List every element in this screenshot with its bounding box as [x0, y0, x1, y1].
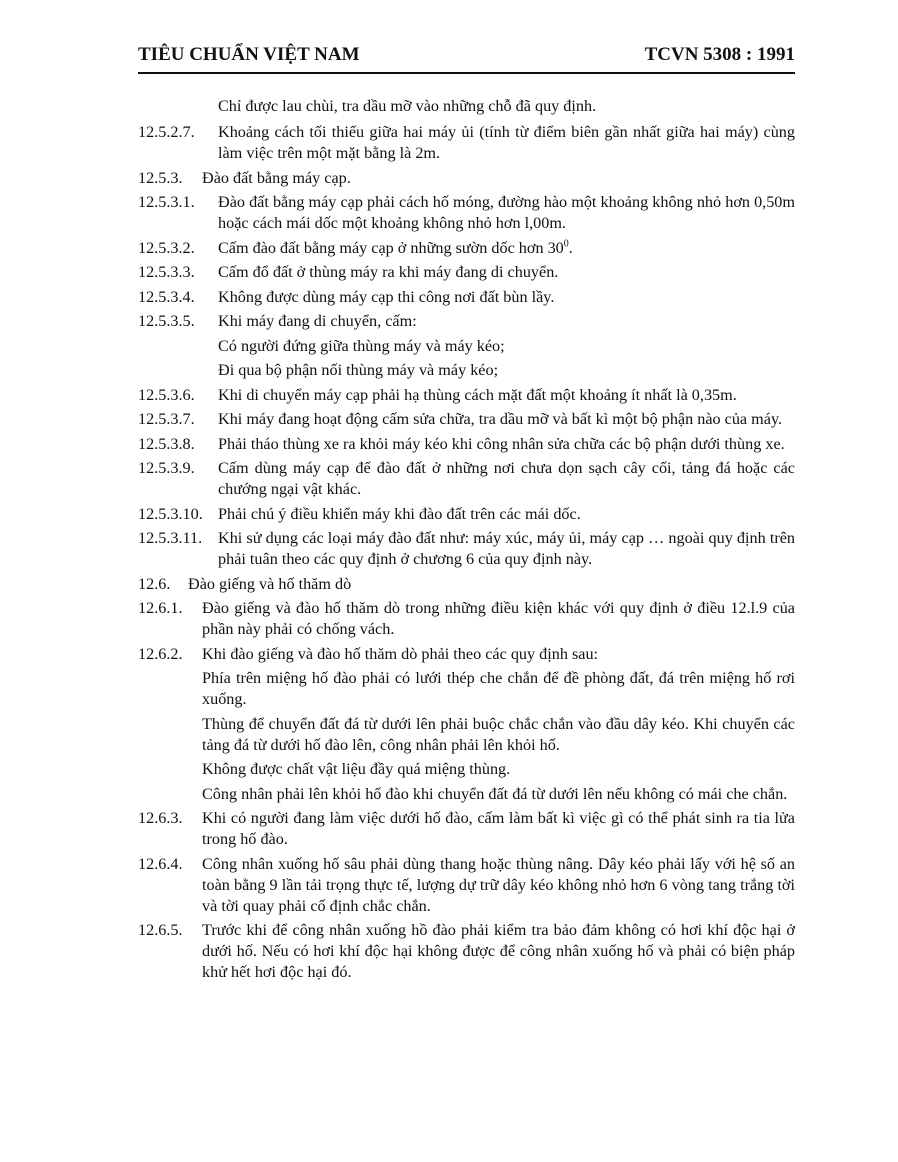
clause-12-5-3-4 — [138, 287, 795, 308]
clause-12-5-3-10 — [138, 504, 795, 525]
clause-12-5-2-7 — [138, 122, 795, 164]
clause-number: 12.6.4. — [138, 854, 183, 873]
clause-12-6 — [138, 574, 795, 595]
clause-number: 12.5.3.7. — [138, 410, 195, 428]
clause-number: 12.5.3.10. — [138, 504, 203, 523]
clause-number: 12.5.3.9. — [138, 459, 195, 477]
clause-text: Đào đất bằng máy cạp. — [202, 168, 351, 187]
clause-text: Khi sử dụng các loại máy đào đất như: máy xúc, máy ủi, máy cạp … ngoài quy định trên phải tuân theo các quy định ở chương 6 của quy định này. — [218, 529, 795, 568]
continuation-line: Chỉ được lau chùi, tra dầu mỡ vào những chỗ đã quy định. — [218, 97, 597, 115]
clause-number: 12.5.3.5. — [138, 312, 195, 330]
clause-text: Khi máy đang hoạt động cấm sửa chữa, tra dầu mỡ và bất kì một bộ phận nào của máy. — [218, 410, 783, 428]
clause-text: Đào đất bằng máy cạp phải cách hố móng, đường hào một khoảng không nhỏ hơn 0,50m hoặc cách mái dốc một khoảng không nhỏ hơn l,00m. — [218, 193, 795, 232]
clause-12-5-3 — [138, 168, 795, 189]
clause-text: Cấm dùng máy cạp để đào đất ở những nơi chưa dọn sạch cây cối, tảng đá hoặc các chướng ngại vật khác. — [218, 459, 795, 498]
clause-text: Cấm đổ đất ở thùng máy ra khi máy đang di chuyển. — [218, 263, 559, 281]
clause-12-5-3-5 — [138, 311, 795, 332]
clause-12-6-4 — [138, 854, 795, 917]
clause-12-6-3 — [138, 808, 795, 850]
page-header — [138, 44, 795, 66]
clause-text: Phải chú ý điều khiển máy khi đào đất trên các mái dốc. — [218, 504, 581, 523]
clause-text: Khoảng cách tối thiểu giữa hai máy ủi (tính từ điểm biên gần nhất giữa hai máy) cùng làm việc trên một mặt bằng là 2m. — [218, 123, 795, 162]
clause-12-6-5 — [138, 920, 795, 983]
clause-number: 12.6. — [138, 574, 171, 593]
clause-text: Khi di chuyển máy cạp phải hạ thùng cách mặt đất một khoảng ít nhất là 0,35m. — [218, 385, 737, 404]
clause-number: 12.5.3.6. — [138, 385, 195, 404]
clause-12-5-3-1 — [138, 192, 795, 234]
clause-text: Khi máy đang di chuyển, cấm: — [218, 312, 417, 330]
document-body — [138, 96, 795, 987]
clause-number: 12.5.3.1. — [138, 193, 195, 211]
sub-item: Phía trên miệng hố đào phải có lưới thép che chắn để đề phòng đất, đá trên miệng hố rơi xuống. — [202, 669, 795, 708]
clause-number: 12.5.3.3. — [138, 263, 195, 281]
clause-text-wrap — [218, 238, 795, 259]
clause-12-6-2 — [138, 644, 795, 665]
clause-text: Khi có người đang làm việc dưới hố đào, cấm làm bất kì việc gì có thể phát sinh ra tia lửa trong hố đào. — [202, 809, 795, 848]
clause-number: 12.5.3.4. — [138, 287, 195, 306]
clause-number: 12.5.2.7. — [138, 123, 195, 141]
sub-item: Thùng để chuyển đất đá từ dưới lên phải buộc chắc chắn vào đầu dây kéo. Khi chuyển các tảng đá từ dưới hố đào lên, công nhân phải lên khỏi hố. — [202, 714, 795, 754]
header-standard-code: TCVN 5308 : 1991 — [644, 44, 795, 65]
clause-number: 12.5.3.8. — [138, 434, 195, 453]
clause-12-5-3-8 — [138, 434, 795, 455]
clause-text: Khi đào giếng và đào hố thăm dò phải theo các quy định sau: — [202, 644, 599, 663]
clause-12-5-3-9 — [138, 458, 795, 500]
clause-text: Công nhân xuống hố sâu phải dùng thang hoặc thùng nâng. Dây kéo phải lấy với hệ số an toàn bằng 9 lần tải trọng thực tế, lượng dự trữ dây kéo không nhỏ hơn 6 vòng tang trắng tời và tời quay phải cố định chắc chắn. — [202, 854, 795, 915]
clause-text: Phải tháo thùng xe ra khỏi máy kéo khi công nhân sửa chữa các bộ phận dưới thùng xe. — [218, 434, 785, 453]
degree-superscript: 0 — [563, 238, 569, 250]
clause-number: 12.5.3.11. — [138, 529, 203, 547]
sub-item: Có người đứng giữa thùng máy và máy kéo; — [218, 336, 505, 355]
clause-text-tail: . — [568, 238, 573, 257]
clause-12-5-3-3 — [138, 262, 795, 283]
clause-number: 12.5.3.2. — [138, 238, 195, 257]
clause-number: 12.5.3. — [138, 168, 183, 187]
clause-text: Không được dùng máy cạp thi công nơi đất bùn lầy. — [218, 287, 555, 306]
clause-12-5-3-6 — [138, 385, 795, 406]
sub-item: Không được chất vật liệu đầy quá miệng thùng. — [202, 760, 511, 778]
clause-text: Trước khi để công nhân xuống hồ đào phải kiểm tra bảo đảm không có hơi khí độc hại ở dưới hố. Nếu có hơi khí độc hại không được để công nhân xuống hố và phải có biện pháp khử hết hơi độc hại đó. — [202, 921, 795, 981]
clause-number: 12.6.5. — [138, 921, 183, 939]
clause-text: Đào giếng và hố thăm dò — [188, 574, 352, 593]
clause-12-5-3-2 — [138, 238, 795, 259]
header-standard-title: TIÊU CHUẨN VIỆT NAM — [138, 44, 360, 65]
clause-12-6-1 — [138, 598, 795, 640]
clause-12-5-3-7 — [138, 409, 795, 430]
sub-item: Đi qua bộ phận nối thùng máy và máy kéo; — [218, 361, 499, 379]
header-rule — [138, 72, 795, 74]
sub-item: Công nhân phải lên khỏi hố đào khi chuyển đất đá từ dưới lên nếu không có mái che chắn. — [202, 784, 788, 803]
clause-number: 12.6.2. — [138, 644, 183, 663]
clause-number: 12.6.3. — [138, 809, 183, 827]
clause-number: 12.6.1. — [138, 599, 183, 617]
clause-12-5-3-11 — [138, 528, 795, 570]
clause-text: Cấm đào đất bằng máy cạp ở những sườn dốc hơn 30 — [218, 238, 564, 257]
clause-text: Đào giếng và đào hố thăm dò trong những điều kiện khác với quy định ở điều 12.l.9 của phần này phải có chống vách. — [202, 599, 795, 638]
